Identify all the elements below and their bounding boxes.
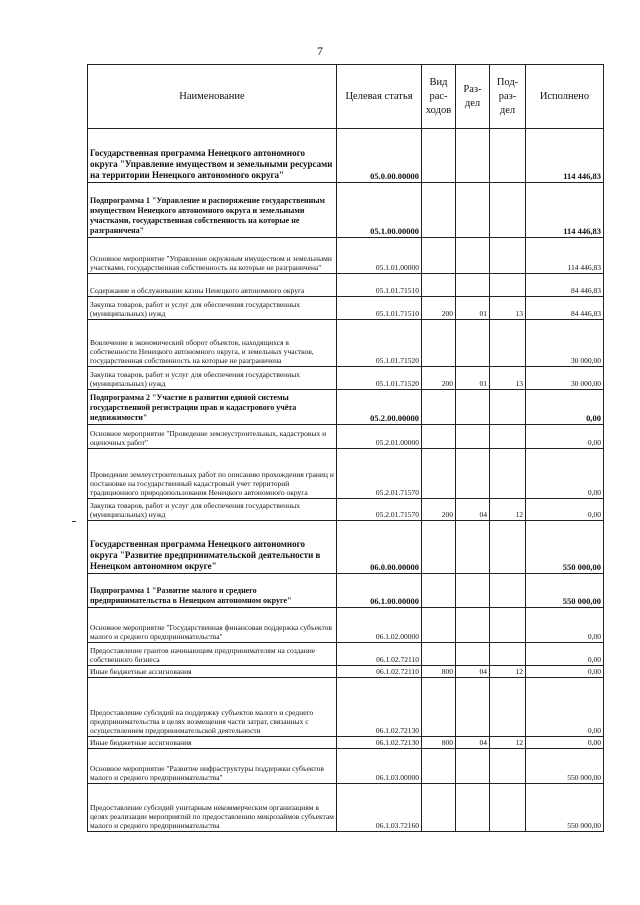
- cell-code: 05.1.01.71510: [337, 297, 422, 320]
- cell-subsection: [490, 574, 526, 608]
- cell-code: 06.1.02.72110: [337, 643, 422, 666]
- cell-name: Предоставление грантов начинающим предпринимателям на создание собственного бизнеса: [88, 643, 337, 666]
- cell-type: [422, 238, 456, 274]
- cell-amount: 550 000,00: [526, 574, 604, 608]
- table-row: [88, 449, 604, 499]
- cell-type: [422, 449, 456, 499]
- cell-subsection: [490, 320, 526, 367]
- table-row: [88, 666, 604, 678]
- cell-section: 01: [456, 367, 490, 390]
- table-row: [88, 643, 604, 666]
- table-header-row: [88, 65, 604, 129]
- cell-type: 800: [422, 666, 456, 678]
- cell-code: 05.1.01.71520: [337, 320, 422, 367]
- cell-name: Закупка товаров, работ и услуг для обеспечения государственных (муниципальных) нужд: [88, 367, 337, 390]
- cell-type: 800: [422, 737, 456, 749]
- cell-type: [422, 129, 456, 183]
- header-type: Вид рас-ходов: [422, 65, 456, 129]
- cell-subsection: [490, 183, 526, 238]
- cell-code: 06.1.03.00000: [337, 749, 422, 784]
- cell-type: [422, 183, 456, 238]
- cell-amount: 114 446,83: [526, 238, 604, 274]
- cell-code: 05.1.01.71520: [337, 367, 422, 390]
- table-row: [88, 183, 604, 238]
- cell-amount: 0,00: [526, 666, 604, 678]
- cell-amount: 114 446,83: [526, 183, 604, 238]
- cell-type: [422, 643, 456, 666]
- cell-amount: 0,00: [526, 678, 604, 737]
- header-subsection: Под-раз-дел: [490, 65, 526, 129]
- cell-type: [422, 521, 456, 574]
- cell-section: 04: [456, 499, 490, 521]
- cell-type: [422, 390, 456, 425]
- cell-type: 200: [422, 499, 456, 521]
- cell-amount: 0,00: [526, 499, 604, 521]
- cell-subsection: [490, 643, 526, 666]
- budget-table: [87, 64, 604, 832]
- cell-name: Проведение землеустроительных работ по описанию прохождения границ и постановке на государственный кадастровый учет территорий традиционного природопользования Ненецкого автономного округа: [88, 449, 337, 499]
- table-row: [88, 129, 604, 183]
- cell-subsection: [490, 129, 526, 183]
- cell-subsection: [490, 678, 526, 737]
- cell-section: [456, 238, 490, 274]
- cell-name: Иные бюджетные ассигнования: [88, 666, 337, 678]
- cell-code: 06.1.02.00000: [337, 608, 422, 643]
- cell-section: [456, 608, 490, 643]
- cell-subsection: [490, 449, 526, 499]
- cell-subsection: [490, 749, 526, 784]
- cell-section: [456, 749, 490, 784]
- cell-subsection: [490, 425, 526, 449]
- cell-type: [422, 784, 456, 832]
- cell-subsection: 12: [490, 666, 526, 678]
- cell-section: [456, 425, 490, 449]
- cell-name: Основное мероприятие "Проведение землеустроительных, кадастровых и оценочных работ": [88, 425, 337, 449]
- cell-amount: 550 000,00: [526, 784, 604, 832]
- cell-amount: 550 000,00: [526, 749, 604, 784]
- cell-section: 01: [456, 297, 490, 320]
- margin-mark: [72, 521, 76, 522]
- cell-name: Основное мероприятие "Государственная финансовая поддержка субъектов малого и среднего предпринимательства": [88, 608, 337, 643]
- table-row: [88, 521, 604, 574]
- cell-section: [456, 390, 490, 425]
- cell-type: 200: [422, 367, 456, 390]
- table-row: [88, 367, 604, 390]
- cell-subsection: [490, 274, 526, 297]
- cell-section: [456, 129, 490, 183]
- cell-amount: 30 000,00: [526, 367, 604, 390]
- table-row: [88, 608, 604, 643]
- cell-name: Предоставление субсидий на поддержку субъектов малого и среднего предпринимательства в целях возмещения части затрат, связанных с осуществлением предпринимательской деятельности: [88, 678, 337, 737]
- cell-amount: 0,00: [526, 390, 604, 425]
- cell-type: [422, 274, 456, 297]
- cell-section: [456, 643, 490, 666]
- cell-name: Содержание и обслуживание казны Ненецкого автономного округа: [88, 274, 337, 297]
- cell-name: Государственная программа Ненецкого автономного округа "Развитие предпринимательской деятельности в Ненецком автономном округе": [88, 521, 337, 574]
- table-row: [88, 425, 604, 449]
- cell-name: Основное мероприятие "Управление окружным имуществом и земельными участками, государственная собственность на которые не разграничена": [88, 238, 337, 274]
- cell-code: 05.2.01.71570: [337, 449, 422, 499]
- cell-name: Государственная программа Ненецкого автономного округа "Управление имуществом и земельными ресурсами на территории Ненецкого автономного округа": [88, 129, 337, 183]
- page-number: 7: [317, 44, 323, 58]
- cell-type: [422, 574, 456, 608]
- cell-type: [422, 320, 456, 367]
- table-row: [88, 390, 604, 425]
- cell-subsection: 13: [490, 297, 526, 320]
- cell-code: 06.1.02.72130: [337, 737, 422, 749]
- cell-subsection: [490, 521, 526, 574]
- cell-code: 05.2.01.00000: [337, 425, 422, 449]
- cell-code: 05.2.01.71570: [337, 499, 422, 521]
- cell-amount: 84 446,83: [526, 297, 604, 320]
- table-row: [88, 749, 604, 784]
- cell-code: 05.1.01.71510: [337, 274, 422, 297]
- cell-name: Подпрограмма 1 "Развитие малого и среднего предпринимательства в Ненецком автономном округе": [88, 574, 337, 608]
- table-row: [88, 574, 604, 608]
- cell-code: 06.1.02.72110: [337, 666, 422, 678]
- cell-subsection: [490, 608, 526, 643]
- header-name: Наименование: [88, 65, 337, 129]
- cell-code: 05.1.00.00000: [337, 183, 422, 238]
- cell-type: [422, 678, 456, 737]
- table-row: [88, 238, 604, 274]
- cell-amount: 0,00: [526, 643, 604, 666]
- cell-code: 05.0.00.00000: [337, 129, 422, 183]
- cell-section: [456, 320, 490, 367]
- cell-name: Иные бюджетные ассигнования: [88, 737, 337, 749]
- table-row: [88, 274, 604, 297]
- cell-type: [422, 425, 456, 449]
- table-row: [88, 784, 604, 832]
- cell-name: Основное мероприятие "Развитие инфраструктуры поддержки субъектов малого и среднего предпринимательства": [88, 749, 337, 784]
- cell-code: 06.0.00.00000: [337, 521, 422, 574]
- cell-section: [456, 274, 490, 297]
- header-section: Раз-дел: [456, 65, 490, 129]
- table-row: [88, 737, 604, 749]
- cell-section: [456, 449, 490, 499]
- cell-name: Закупка товаров, работ и услуг для обеспечения государственных (муниципальных) нужд: [88, 499, 337, 521]
- cell-code: 06.1.02.72130: [337, 678, 422, 737]
- cell-amount: 0,00: [526, 425, 604, 449]
- cell-amount: 0,00: [526, 737, 604, 749]
- cell-section: [456, 784, 490, 832]
- table-row: [88, 678, 604, 737]
- table-row: [88, 499, 604, 521]
- cell-subsection: [490, 238, 526, 274]
- cell-type: [422, 749, 456, 784]
- cell-code: 06.1.00.00000: [337, 574, 422, 608]
- cell-section: 04: [456, 666, 490, 678]
- table-row: [88, 297, 604, 320]
- cell-type: [422, 608, 456, 643]
- cell-amount: 550 000,00: [526, 521, 604, 574]
- cell-name: Предоставление субсидий унитарным некоммерческим организациям в целях реализации мероприятий по предоставлению микрозаймов субъектам малого и среднего предпринимательства: [88, 784, 337, 832]
- cell-subsection: 12: [490, 737, 526, 749]
- cell-code: 05.1.01.00000: [337, 238, 422, 274]
- cell-amount: 30 000,00: [526, 320, 604, 367]
- header-amount: Исполнено: [526, 65, 604, 129]
- cell-code: 06.1.03.72160: [337, 784, 422, 832]
- cell-subsection: [490, 784, 526, 832]
- cell-subsection: [490, 390, 526, 425]
- cell-amount: 114 446,83: [526, 129, 604, 183]
- cell-amount: 0,00: [526, 608, 604, 643]
- cell-name: Подпрограмма 2 "Участие в развитии единой системы государственной регистрации прав и кадастрового учёта недвижимости": [88, 390, 337, 425]
- cell-name: Закупка товаров, работ и услуг для обеспечения государственных (муниципальных) нужд: [88, 297, 337, 320]
- cell-subsection: 13: [490, 367, 526, 390]
- table-row: [88, 320, 604, 367]
- cell-section: [456, 521, 490, 574]
- header-code: Целевая статья: [337, 65, 422, 129]
- cell-section: [456, 678, 490, 737]
- cell-type: 200: [422, 297, 456, 320]
- cell-section: [456, 574, 490, 608]
- cell-subsection: 12: [490, 499, 526, 521]
- cell-amount: 84 446,83: [526, 274, 604, 297]
- cell-section: 04: [456, 737, 490, 749]
- cell-name: Вовлечение в экономический оборот объектов, находящихся в собственности Ненецкого автономного округа, и земельных участков, государственная собственность на которые не разграничена: [88, 320, 337, 367]
- cell-code: 05.2.00.00000: [337, 390, 422, 425]
- cell-name: Подпрограмма 1 "Управление и распоряжение государственным имуществом Ненецкого автономного округа и земельными участками, государственная собственность на которые не разграничена": [88, 183, 337, 238]
- cell-amount: 0,00: [526, 449, 604, 499]
- cell-section: [456, 183, 490, 238]
